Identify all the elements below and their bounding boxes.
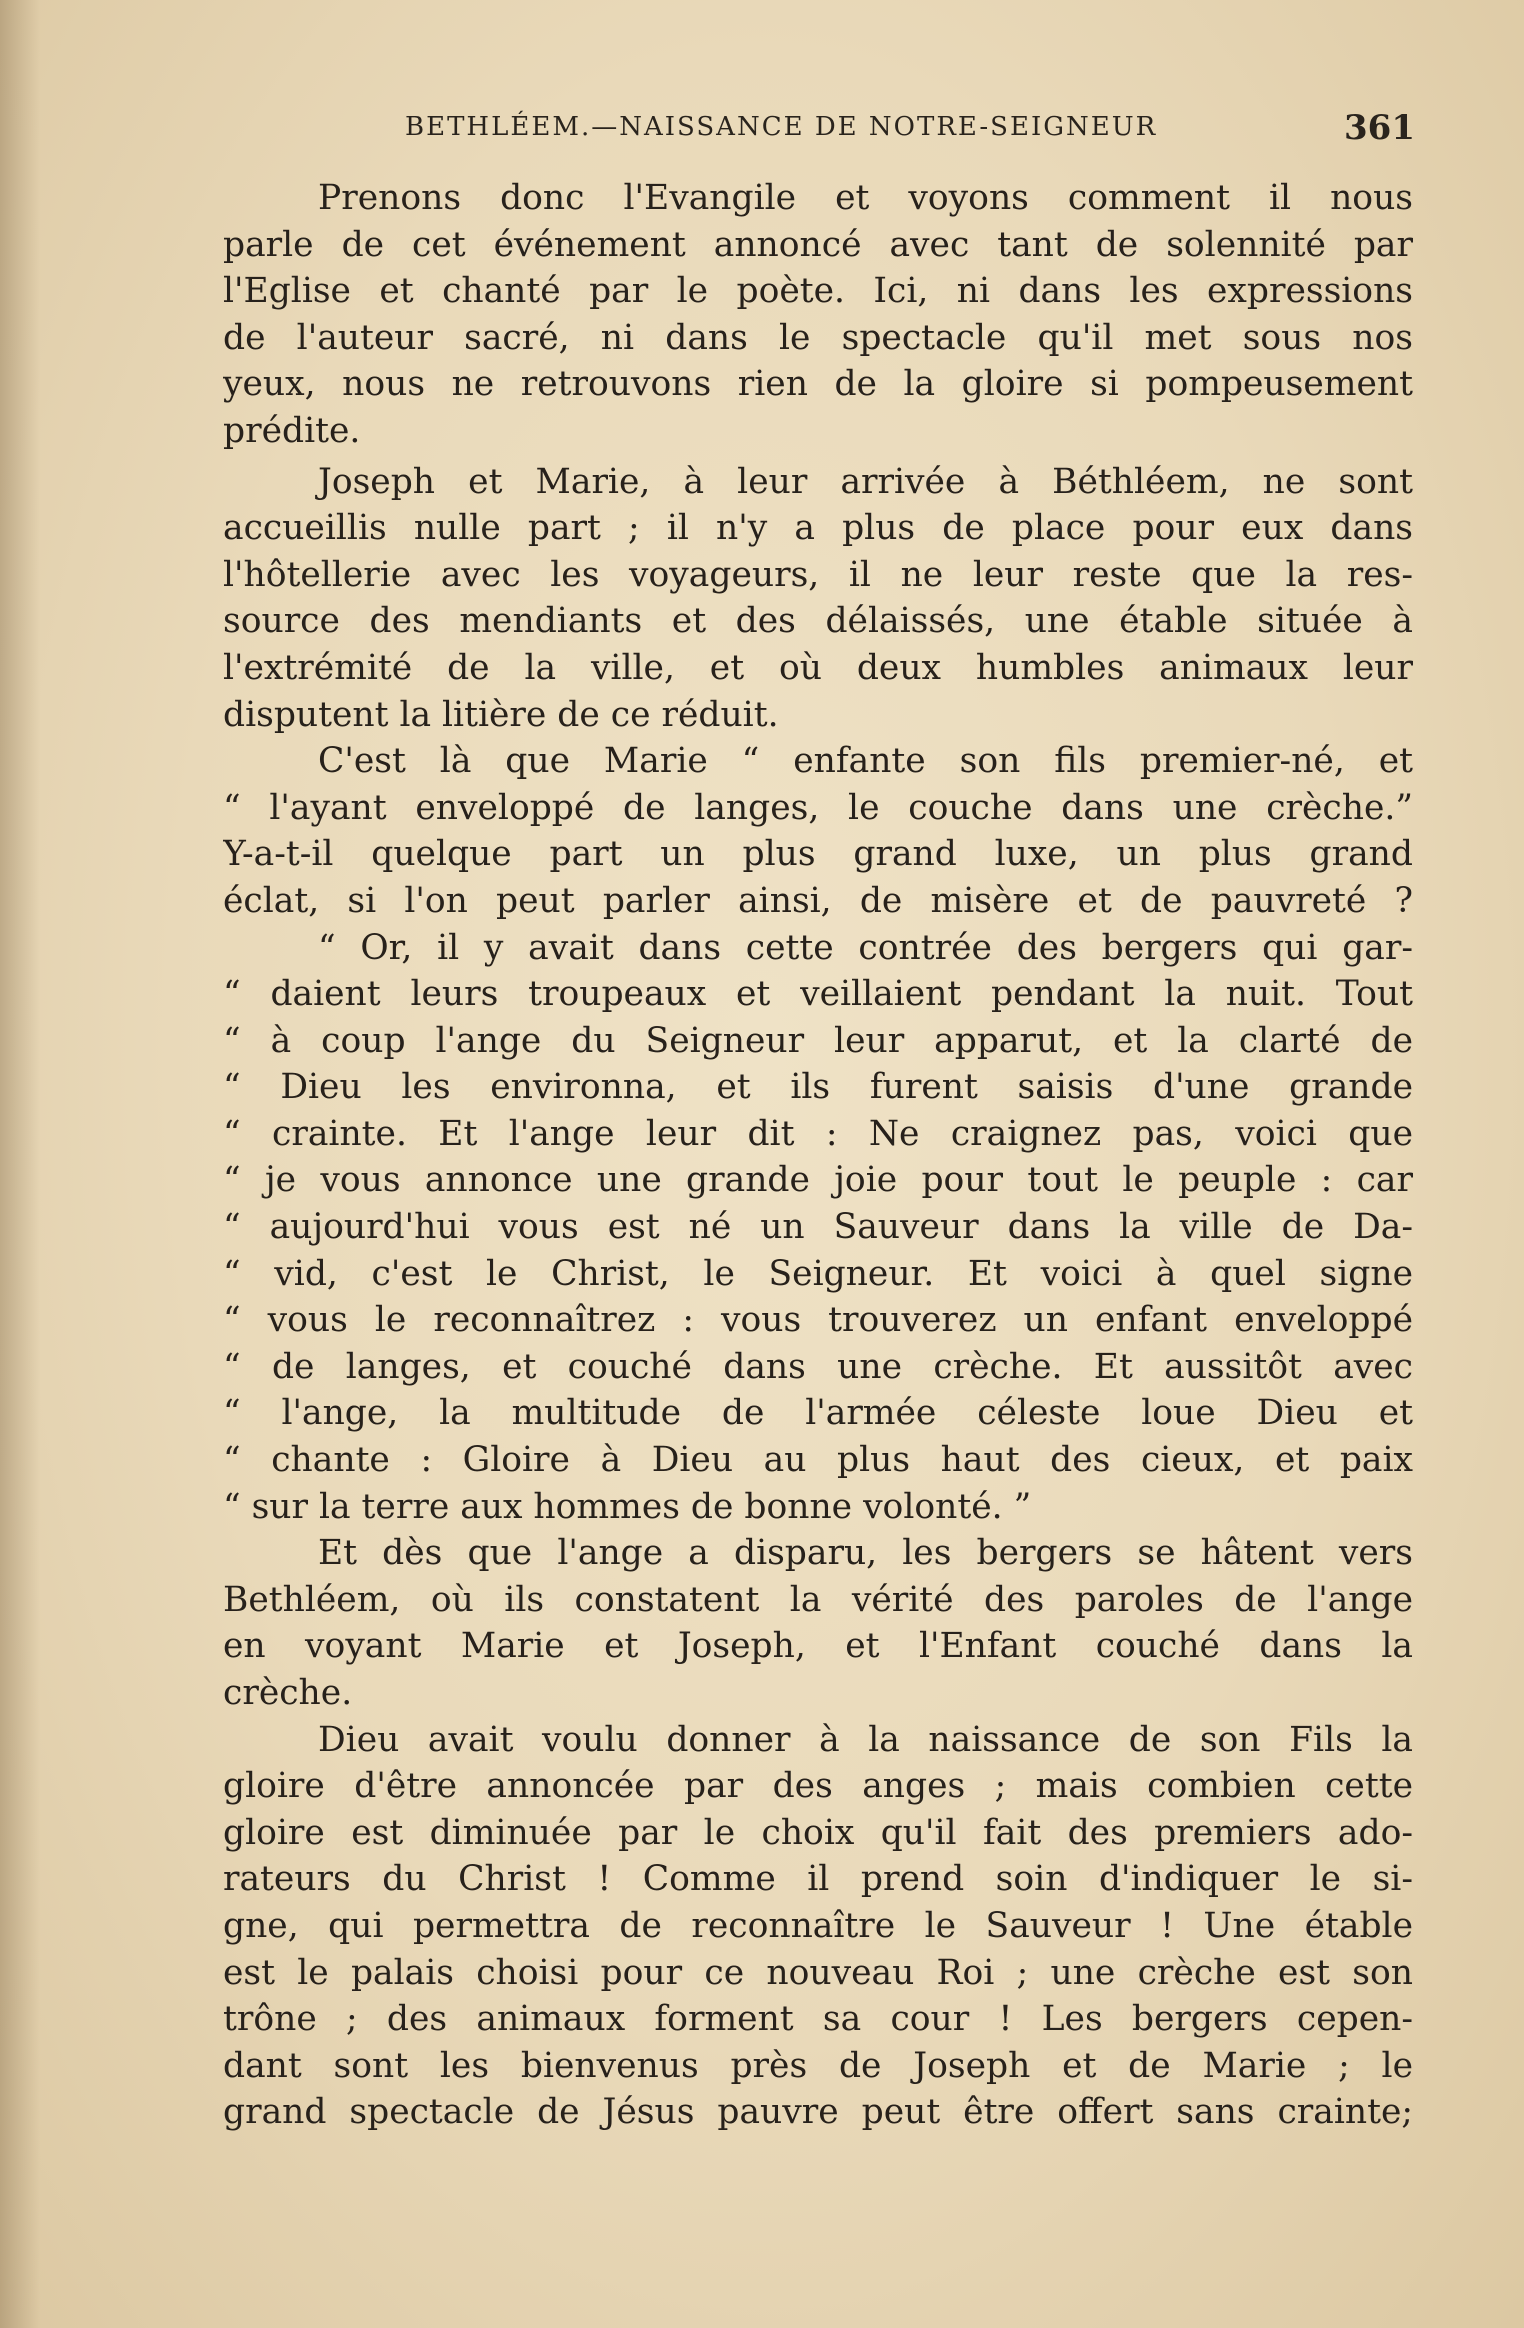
text-line: “ aujourd'hui vous est né un Sauveur dans la ville de Da- [223, 1207, 1413, 1248]
text-line: “ sur la terre aux hommes de bonne volonté. ” [223, 1486, 1032, 1527]
text-line: l'hôtellerie avec les voyageurs, il ne leur reste que la res- [223, 554, 1413, 595]
text-line: gloire d'être annoncée par des anges ; mais combien cette [223, 1766, 1413, 1807]
text-line: “ Dieu les environna, et ils furent saisis d'une grande [223, 1067, 1413, 1108]
text-line: “ vous le reconnaîtrez : vous trouverez un enfant enveloppé [223, 1300, 1413, 1341]
text-line: Joseph et Marie, à leur arrivée à Béthléem, ne sont [318, 461, 1413, 502]
text-line: gloire est diminuée par le choix qu'il fait des premiers ado- [223, 1812, 1413, 1853]
paragraph [223, 1530, 1413, 1716]
text-line: Prenons donc l'Evangile et voyons comment il nous [318, 178, 1413, 218]
text-line: accueillis nulle part ; il n'y a plus de place pour eux dans [223, 508, 1413, 549]
paragraph [223, 175, 1413, 455]
text-line: rateurs du Christ ! Comme il prend soin d'indiquer le si- [223, 1859, 1413, 1900]
page-header [395, 108, 1415, 168]
text-line: C'est là que Marie “ enfante son fils premier-né, et [318, 741, 1413, 782]
text-line: est le palais choisi pour ce nouveau Roi ; une crèche est son [223, 1952, 1413, 1993]
text-line: l'extrémité de la ville, et où deux humbles animaux leur [223, 647, 1413, 688]
text-line: dant sont les bienvenus près de Joseph et de Marie ; le [223, 2045, 1413, 2086]
text-line: prédite. [223, 410, 361, 451]
text-line: éclat, si l'on peut parler ainsi, de misère et de pauvreté ? [223, 880, 1413, 921]
paragraph [223, 1717, 1413, 2136]
text-line: Y-a-t-il quelque part un plus grand luxe, un plus grand [223, 834, 1413, 875]
paragraph [223, 738, 1413, 924]
text-line: parle de cet événement annoncé avec tant de solennité par [223, 224, 1413, 265]
text-line: yeux, nous ne retrouvons rien de la gloire si pompeusement [223, 364, 1413, 405]
text-line: en voyant Marie et Joseph, et l'Enfant couché dans la [223, 1626, 1413, 1667]
text-line: “ daient leurs troupeaux et veillaient pendant la nuit. Tout [223, 974, 1413, 1015]
page-number: 361 [1344, 108, 1415, 148]
text-line: grand spectacle de Jésus pauvre peut être offert sans crainte; [223, 2092, 1413, 2133]
text-line: “ vid, c'est le Christ, le Seigneur. Et voici à quel signe [223, 1253, 1413, 1294]
quotation-paragraph [223, 925, 1413, 1531]
text-line: “ l'ayant enveloppé de langes, le couche dans une crèche.” [223, 787, 1413, 828]
text-line: “ de langes, et couché dans une crèche. Et aussitôt avec [223, 1346, 1413, 1387]
text-line: Et dès que l'ange a disparu, les bergers se hâtent vers [318, 1533, 1413, 1574]
text-line: “ je vous annonce une grande joie pour tout le peuple : car [223, 1160, 1413, 1201]
text-line: “ chante : Gloire à Dieu au plus haut des cieux, et paix [223, 1440, 1413, 1481]
text-line: Dieu avait voulu donner à la naissance de son Fils la [318, 1719, 1413, 1760]
text-line: crèche. [223, 1673, 353, 1713]
gutter-shadow [0, 0, 40, 2328]
text-line: gne, qui permettra de reconnaître le Sauveur ! Une étable [223, 1905, 1413, 1946]
text-line: disputent la litière de ce réduit. [223, 694, 779, 735]
text-line: de l'auteur sacré, ni dans le spectacle qu'il met sous nos [223, 317, 1413, 358]
text-line: Bethléem, où ils constatent la vérité des paroles de l'ange [223, 1579, 1413, 1620]
text-line: trône ; des animaux forment sa cour ! Les bergers cepen- [223, 1999, 1413, 2040]
text-line: “ Or, il y avait dans cette contrée des bergers qui gar- [318, 927, 1413, 968]
body-text [223, 175, 1413, 2136]
paragraph [223, 459, 1413, 739]
running-head: BETHLÉEM.—NAISSANCE DE NOTRE-SEIGNEUR [405, 112, 1158, 142]
text-line: l'Eglise et chanté par le poète. Ici, ni dans les expressions [223, 271, 1413, 312]
text-line: “ crainte. Et l'ange leur dit : Ne craignez pas, voici que [223, 1113, 1413, 1154]
text-line: “ l'ange, la multitude de l'armée céleste loue Dieu et [223, 1393, 1413, 1434]
text-line: source des mendiants et des délaissés, une étable située à [223, 601, 1413, 642]
text-line: “ à coup l'ange du Seigneur leur apparut, et la clarté de [223, 1020, 1413, 1061]
